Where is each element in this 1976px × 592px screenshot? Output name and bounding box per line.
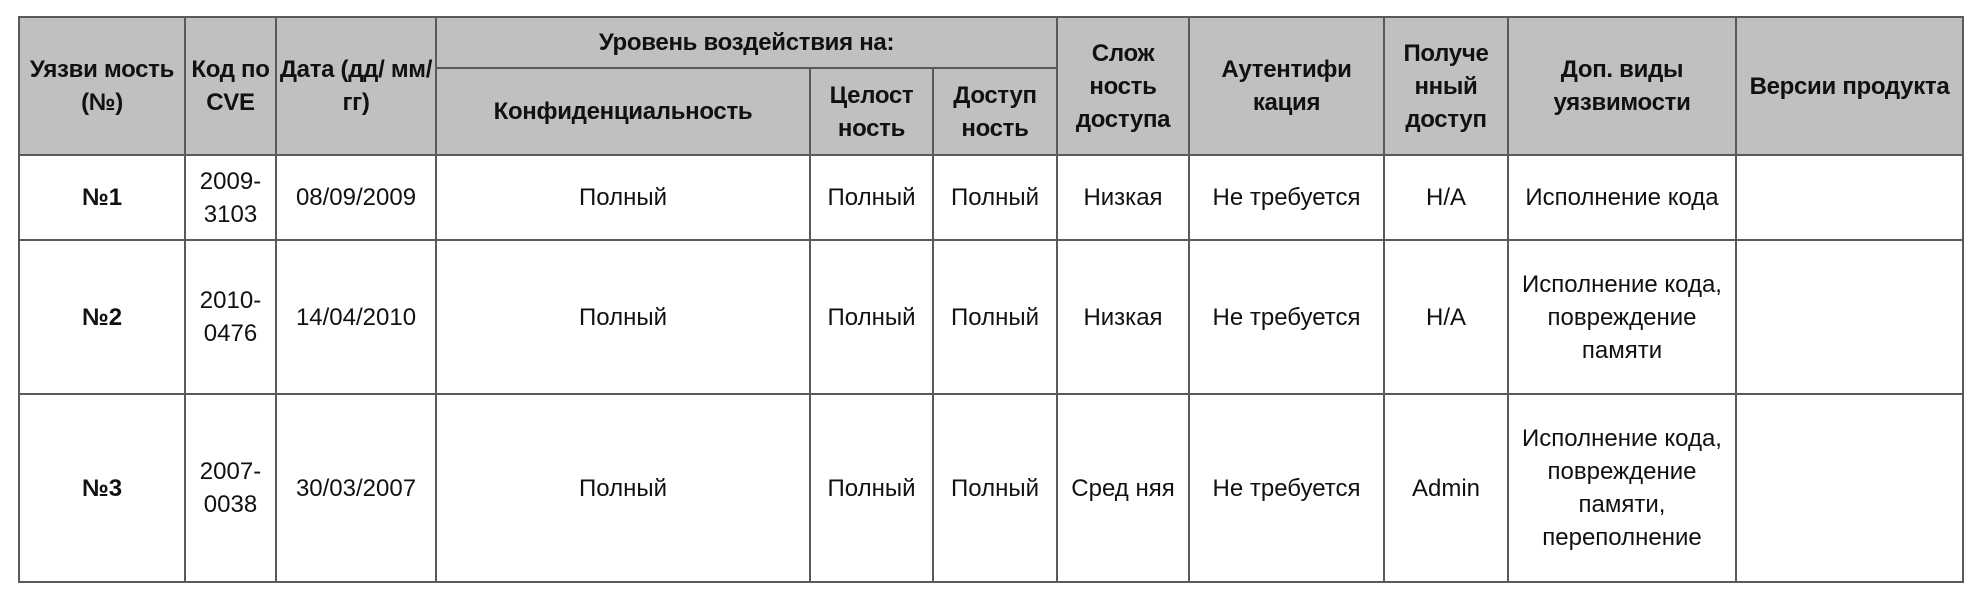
header-extra-types: Доп. виды уязвимости: [1508, 17, 1736, 155]
cell-authentication: Не требуется: [1189, 240, 1384, 394]
header-availability: Доступ ность: [933, 68, 1057, 155]
cell-integrity: Полный: [810, 394, 933, 582]
cell-confidentiality: Полный: [436, 394, 810, 582]
cell-availability: Полный: [933, 240, 1057, 394]
header-complexity: Слож ность доступа: [1057, 17, 1189, 155]
cell-authentication: Не требуется: [1189, 394, 1384, 582]
cell-confidentiality: Полный: [436, 155, 810, 240]
table-row: [19, 155, 1963, 240]
cell-extra-types: Исполнение кода, повреждение памяти: [1508, 240, 1736, 394]
cell-date: 14/04/2010: [276, 240, 436, 394]
cell-authentication: Не требуется: [1189, 155, 1384, 240]
cell-extra-types: Исполнение кода: [1508, 155, 1736, 240]
cell-availability: Полный: [933, 155, 1057, 240]
cell-versions: [1736, 394, 1963, 582]
cell-access-gained: Admin: [1384, 394, 1508, 582]
cell-complexity: Низкая: [1057, 240, 1189, 394]
cell-complexity: Низкая: [1057, 155, 1189, 240]
header-date: Дата (дд/ мм/гг): [276, 17, 436, 155]
header-impact-group: Уровень воздействия на:: [436, 17, 1057, 68]
header-confidentiality: Конфиденциальность: [436, 68, 810, 155]
cell-date: 30/03/2007: [276, 394, 436, 582]
header-versions: Версии продукта: [1736, 17, 1963, 155]
vulnerability-table: [18, 16, 1964, 583]
table-row: [19, 394, 1963, 582]
header-access-gained: Получе нный доступ: [1384, 17, 1508, 155]
header-cve: Код по CVE: [185, 17, 276, 155]
cell-cve: 2010-0476: [185, 240, 276, 394]
header-integrity: Целост ность: [810, 68, 933, 155]
cell-vuln: №2: [19, 240, 185, 394]
header-authentication: Аутентифи кация: [1189, 17, 1384, 155]
cell-integrity: Полный: [810, 155, 933, 240]
header-row: [19, 17, 1963, 68]
cell-cve: 2007-0038: [185, 394, 276, 582]
cell-versions: [1736, 155, 1963, 240]
cell-complexity: Сред няя: [1057, 394, 1189, 582]
cell-integrity: Полный: [810, 240, 933, 394]
cell-vuln: №1: [19, 155, 185, 240]
cell-vuln: №3: [19, 394, 185, 582]
cell-access-gained: Н/А: [1384, 240, 1508, 394]
cell-access-gained: Н/А: [1384, 155, 1508, 240]
table-row: [19, 240, 1963, 394]
header-vuln: Уязви мость (№): [19, 17, 185, 155]
cell-date: 08/09/2009: [276, 155, 436, 240]
cell-extra-types: Исполнение кода, повреждение памяти, переполнение: [1508, 394, 1736, 582]
cell-cve: 2009-3103: [185, 155, 276, 240]
cell-versions: [1736, 240, 1963, 394]
cell-availability: Полный: [933, 394, 1057, 582]
cell-confidentiality: Полный: [436, 240, 810, 394]
